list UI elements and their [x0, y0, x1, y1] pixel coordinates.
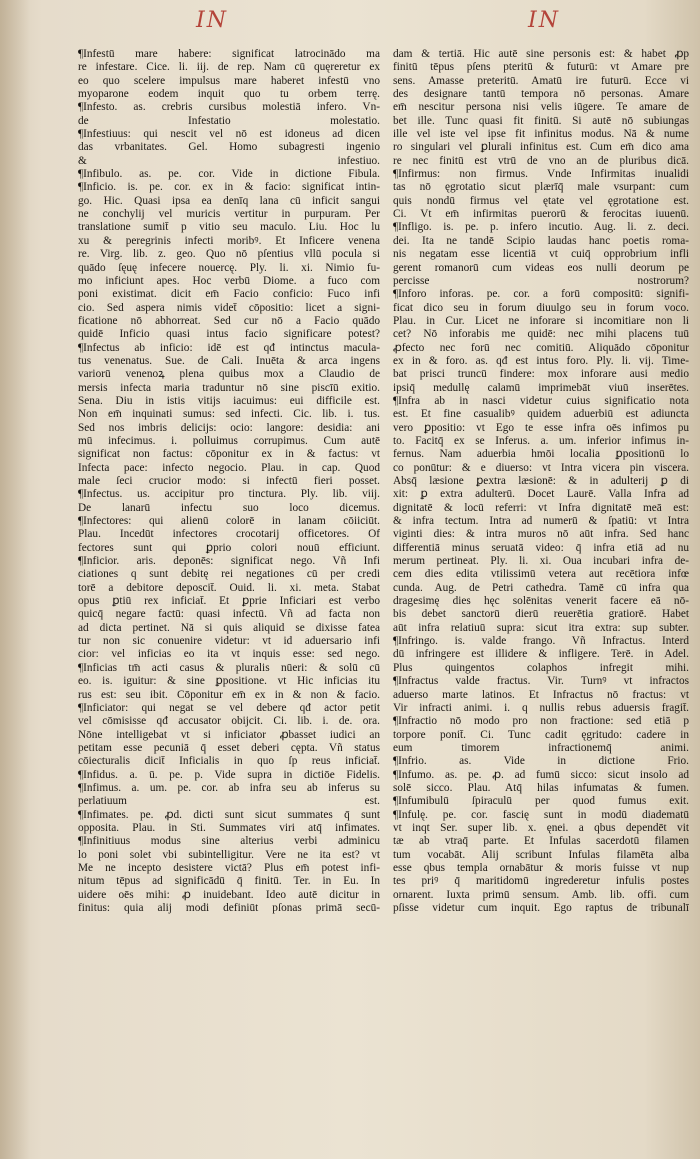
text-line: cet? Nō inforabis me quidē: nec mihi placens tuū [393, 328, 689, 341]
text-line: Sed nos imbris delicijs: ocio: langore: desidia: ani [78, 421, 380, 434]
text-line: poni existimat. dicit em̄ Facio conficio: Fuco infi [78, 288, 380, 301]
text-line: tas nō ęgrotatio sicut plærīq̄ male vsurpant: cum [393, 181, 689, 194]
text-line: ¶Inficio. is. pe. cor. ex in & facio: significat intin- [78, 181, 380, 194]
text-line: ¶Inficior. aris. deponēs: significat nego. Vñ Infi [78, 555, 380, 568]
text-line: torē a debitore deposcit̄. Ouid. li. xi. meta. Stabat [78, 581, 380, 594]
text-line: Plus quingentos colaphos infregit mihi. [393, 661, 689, 674]
text-line: cunda. Aug. de Petri cathedra. Tamē cū infra qua [393, 581, 689, 594]
text-line: ad dicta pertinet. Nā si quis aliquid se dixisse fatea [78, 621, 380, 634]
running-head-right: IN [528, 8, 560, 33]
text-line: cior: vel inficias eo ita vt inquis esse: sed nego. [78, 648, 380, 661]
text-line: ¶Infectus ab inficio: idē est qđ intinctus macula- [78, 341, 380, 354]
text-line: ¶Infestiuus: qui nescit vel nō est idoneus ad dicen [78, 128, 380, 141]
text-line: eum timorem infractionemq̄ animi. [393, 741, 689, 754]
text-line: differentiā minus seruatā video: q̄ infra etiā ad nu [393, 541, 689, 554]
text-line: percisse nostrorum? [393, 274, 689, 287]
text-column-right [393, 48, 689, 1128]
text-line: opus ꝑtiū rex inficiat̄. Et ꝑprie Inficiari est verbo [78, 595, 380, 608]
text-line: de Infestatio molestatio. [78, 114, 380, 127]
text-line: finitus: quia alij modi definiūt pſonas primā secū- [78, 902, 380, 914]
text-line: tæ ab vtraq̄ parte. Et Infulas sacerdotū filamen [393, 835, 689, 848]
text-line: vero ꝑpositio: vt Ego te esse infra oēs infimos pu [393, 421, 689, 434]
text-line: ¶Infractio nō modo pro non fractione: sed etiā p [393, 715, 689, 728]
text-line: ¶Infligo. is. pe. p. infero incutio. Aug. li. z. deci. [393, 221, 689, 234]
text-line: Plau. Incedūt infectores crocotarij officetores. Of [78, 528, 380, 541]
text-line: ne conchylij vel muricis vertitur in purpuram. Per [78, 208, 380, 221]
text-line: cio. Sed aspera nimis videt̄ cōpositio: licet a signi- [78, 301, 380, 314]
text-line: ¶Infimates. pe. ꝓd. dicti sunt sicut summates q̄ sunt [78, 808, 380, 821]
text-line: finitū tēpus pſens pteritū & futurū: vt Amare pre [393, 61, 689, 74]
text-line: re. Virg. lib. z. geo. Quo nō pſentius vllū pocula si [78, 248, 380, 261]
text-line: tus venenatus. Sue. de Cali. Inuēta & arca ingens [78, 354, 380, 367]
text-line: bat prisci truncū findere: mox inforare ausi medio [393, 368, 689, 381]
text-line: esse qbus templa ornabātur & moris fuisse vt nup [393, 861, 689, 874]
text-line: ¶Infestū mare habere: significat latrocinādo ma [78, 48, 380, 60]
text-line: mo inficiunt apes. Hoc verbū Diome. a fuco com [78, 274, 380, 287]
text-line: ¶Infirmus: non firmus. Vnde Infirmitas inualidi [393, 168, 689, 181]
text-line: ciationes q sunt debitę rei negationes cū per credi [78, 568, 380, 581]
text-line: aūt infra relatiuū supra: sicut itra extra: sup subter. [393, 621, 689, 634]
text-line: fectores sunt qui ꝑprio colori nouū efficiunt. [78, 541, 380, 554]
text-line: vel cōmisisse qđ accusator obijcit. Ci. lib. i. de. ora. [78, 715, 380, 728]
text-line: nitum tēpus ad significādū q̄ finitū. Ter. in Eu. In [78, 875, 380, 888]
text-line: merum pertineat. Ply. li. xi. Oua incubari infra de- [393, 555, 689, 568]
running-head-left: IN [196, 8, 228, 33]
text-line: xit: ꝑ extra adulterū. Docet Laurē. Valla Infra ad [393, 488, 689, 501]
text-line: to. Facitq̄ ex se Inferus. a. um. inferior infimus in- [393, 434, 689, 447]
text-line: variorū venenoꝝ plena quibus mox a Claudio de [78, 368, 380, 381]
text-line: ro singulari vel ꝑlurali infinitus est. Cum em̄ dico ama [393, 141, 689, 154]
text-line: ¶Infumibulū ſpiraculū per quod fumus exit. [393, 795, 689, 808]
text-line: pſisse videtur cum inquit. Ego raptus de tribunalī [393, 902, 689, 914]
text-line: significat non factus: cōponitur ex in & factus: vt [78, 448, 380, 461]
text-line: & infra tectum. Intra ad numerū & ſpatiū: vt Intra [393, 515, 689, 528]
text-line: tum vocabāt. Alij scribunt Infulas filamēta alba [393, 848, 689, 861]
text-line: uidere oēs mihi: ꝓ inuidebant. Ideo autē dicitur in [78, 888, 380, 901]
text-line: dū infringere est illidere & infligere. Terē. in Adel. [393, 648, 689, 661]
text-line: Nōne intelligebat vt si inficiator ꝓbasset iudici an [78, 728, 380, 741]
text-line: quidē Inficio quasi intus facio significare potest? [78, 328, 380, 341]
text-line: bis debet sanctorū dierū reuerētia gratiorē. Habet [393, 608, 689, 621]
text-line: eo quo scelere impulsus mare haberet infestū vno [78, 74, 380, 87]
text-line: quis nondū firmus vel ętate vel ęgrotatione est. [393, 194, 689, 207]
text-line: dei. Ita ne tandē Scipio laudas hanc poetis roma- [393, 234, 689, 247]
text-line: ¶Infectores: qui alienū colorē in lanam cōiiciūt. [78, 515, 380, 528]
text-line: De lanarū infectu suo loco dicemus. [78, 501, 380, 514]
text-line: Absq̄ læsione ꝑextra læsionē: & in adulterij ꝑ di [393, 475, 689, 487]
text-line: cōiecturalis dicit̄ Inficialis in quo ſp reus inficiat̄. [78, 755, 380, 768]
text-line: solē sicco. Plau. Atq̄ hilas infumatas & fumen. [393, 781, 689, 794]
text-line: quicq̄ negare factū: quasi infectū. Vñ ad facta non [78, 608, 380, 621]
text-line: & infestiuo. [78, 154, 380, 167]
text-line: aduerso marte latinos. Et Infractus nō fractus: vt [393, 688, 689, 701]
text-line: em̄ nescitur persona nisi velis iūgere. Te amare de [393, 101, 689, 114]
text-line: Ci. Vt em̄ infirmitas puerorū & ferocitas iuuenū. [393, 208, 689, 221]
text-line: ¶Infringo. is. valde frango. Vñ Infractus. Interd̄ [393, 635, 689, 648]
text-line: ¶Inficiator: qui negat se vel debere qđ actor petit [78, 701, 380, 714]
text-line: ipsiq̄ medullę calamū imprimebāt viuū inserētes. [393, 381, 689, 394]
text-line: re nec finitū est vtrū de vno an de pluribus dicā. [393, 154, 689, 167]
text-line: dignitatē & locū referri: vt Infra dignitatē meā est: [393, 501, 689, 514]
text-line: das vrbanitates. Gel. Homo subagresti ingenio [78, 141, 380, 154]
text-line: petitam esse pecuniā q̄ esset deberi cępta. Vñ status [78, 741, 380, 754]
text-line: mersis infecta maria traduntur nō sine piscīū exitio. [78, 381, 380, 394]
text-line: dragesimę dies hęc solēnitas venerit facere eā nō- [393, 595, 689, 608]
text-line: sens. Amasse preteritū. Amatū ire futurū. Ecce vi [393, 74, 689, 87]
text-line: tes priꝰ q̄ maritidomū ingrederetur infulis postes [393, 875, 689, 888]
text-line: Infecta pace: infecto negocio. Plau. in cap. Quod [78, 461, 380, 474]
text-line: lo poni solet vbi subintelligitur. Vere ne ita est? vt [78, 848, 380, 861]
text-line: Me ne incepto desistere victā? Plus em̄ potest infi- [78, 861, 380, 874]
text-line: est. Et fine casualibꝰ quidem aduerbiū est adiuncta [393, 408, 689, 421]
text-line: dam & tertiā. Hic autē sine personis est: & habet ꝓp [393, 48, 689, 60]
text-line: cem dies edita vtilissimū vetera aut recētiora infœ [393, 568, 689, 581]
text-line: male ſeci crucior modo: si infectū fieri posset. [78, 475, 380, 487]
text-line: nis negatam esse licentiā vt cuiq̄ opprobrium infli [393, 248, 689, 261]
text-line: viginti dies: & intra muros nō aūt infra. Sed hanc [393, 528, 689, 541]
text-line: ornarent. Iuxta primū sensum. Amb. lib. offi. cum [393, 888, 689, 901]
text-line: go. Hic. Quasi ipsa ea denīq lana cū inficit sangui [78, 194, 380, 207]
text-line: quādo ſęuę infecere nouercę. Ply. li. xi. Nimio fu- [78, 261, 380, 274]
text-line: ex in & foro. as. qđ est intus foro. Ply. li. vij. Time- [393, 354, 689, 367]
text-line: ¶Infrio. as. Vide in dictione Frio. [393, 755, 689, 768]
text-line: xu & peregrinis infecti moribꝰ. Et Inficere venena [78, 234, 380, 247]
text-line: ¶Infesto. as. crebris cursibus molestiā infero. Vn- [78, 101, 380, 114]
text-line: mū infecimus. i. polluimus corrupimus. Cum autē [78, 434, 380, 447]
text-line: rus est: seu ibit. Cōponitur em̄ ex in & non & facio. [78, 688, 380, 701]
text-line: Vir infracti animi. i. q nullis rebus aduersis fragit̄. [393, 701, 689, 714]
text-line: Sena. Diu in istis vitijs iacuimus: eui difficile est. [78, 394, 380, 407]
text-line: tur non sic conuenire videtur: vt id aduersario infi [78, 635, 380, 648]
text-line: ¶Infimus. a. um. pe. cor. ab infra seu ab inferus su [78, 781, 380, 794]
text-line: myoparone eodem inquit quo tu orbem terrę. [78, 88, 380, 101]
text-line: Plau. in Cur. Licet ne inforare si incomitiare non li [393, 314, 689, 327]
text-column-left [78, 48, 380, 1128]
page-edge-shadow [0, 0, 30, 1159]
text-line: bet ille. Tunc quasi fit finitū. Si autē nō subiungas [393, 114, 689, 127]
text-line: Non em̄ inquinati sumus: sed infecti. Cic. lib. i. tus. [78, 408, 380, 421]
text-line: ficatione nō abhorreat. Sed cur nō a Facio quādo [78, 314, 380, 327]
text-line: translatione sumit̄ p vitio seu maculo. Liu. Hoc lu [78, 221, 380, 234]
text-line: ficat dico seu in forum diuulgo seu in forum voco. [393, 301, 689, 314]
text-line: gerent romanorū cum videas eos nulli deorum pe [393, 261, 689, 274]
text-line: ¶Infidus. a. ū. pe. p. Vide supra in dictiōe Fidelis. [78, 768, 380, 781]
text-line: eo. is. iguitur: & sine ꝑpositione. vt Hic inficias itu [78, 675, 380, 688]
text-line: re infestare. Cice. li. iij. de rep. Nam cū quęreretur ex [78, 61, 380, 74]
text-line: ¶Infectus. us. accipitur pro tinctura. Ply. lib. viij. [78, 488, 380, 501]
text-line: ¶Infibulo. as. pe. cor. Vide in dictione Fibula. [78, 168, 380, 181]
text-line: des designare tantū tempora nō personas. Amare [393, 88, 689, 101]
text-line: ¶Infumo. as. pe. ꝓ. ad fumū sicco: sicut insolo ad [393, 768, 689, 781]
text-line: opposita. Plau. in Sti. Summates viri atq̄ infimates. [78, 821, 380, 834]
text-line: fernus. Nam aduerbia hmōi localia ꝑpositionū lo [393, 448, 689, 461]
text-line: ¶Infinitiuus modus sine alterius verbi adminicu [78, 835, 380, 848]
text-line: ¶Inforo inforas. pe. cor. a forū compositū: signifi- [393, 288, 689, 301]
text-line: ꝓfecto nec forū nec comitiū. Aliquādo cōponitur [393, 341, 689, 354]
text-line: perlatiuum est. [78, 795, 380, 808]
text-line: ¶Infulę. pe. cor. fascię sunt in modū diadematū [393, 808, 689, 821]
text-line: ¶Inficias tm̄ acti casus & pluralis nūeri: & solū cū [78, 661, 380, 674]
text-line: ille vel iste vel ipse fit infinitus modus. Nā & nume [393, 128, 689, 141]
text-line: torpore ponit̄. Ci. Tunc cadit ęgritudo: cadere in [393, 728, 689, 741]
text-line: vt inqt Ser. super lib. x. ęnei. a qbus dependēt vit [393, 821, 689, 834]
text-line: ¶Infra ab in nasci videtur cuius significatio nota [393, 394, 689, 407]
text-line: co ponūtur: & e diuerso: vt Intra vicera pin viscera. [393, 461, 689, 474]
text-line: ¶Infractus valde fractus. Vir. Turnꝰ vt infractos [393, 675, 689, 688]
